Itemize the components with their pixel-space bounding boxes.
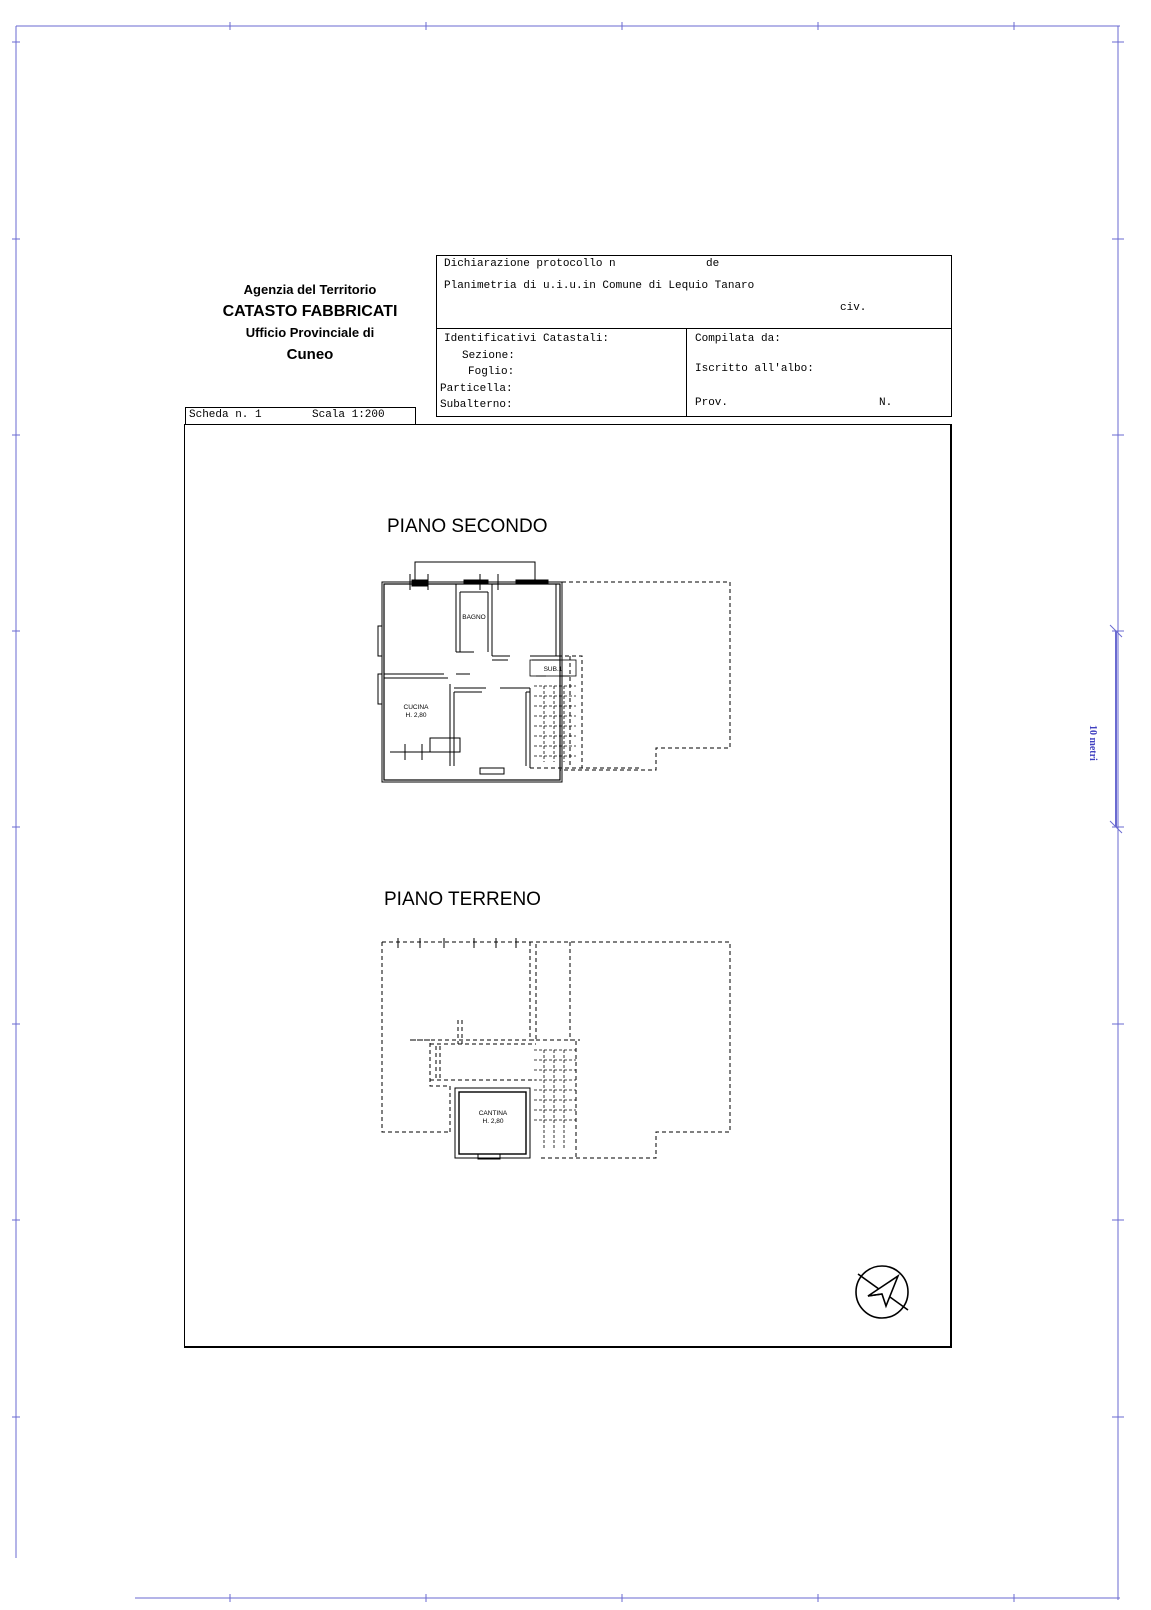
prov-label: Prov. (695, 397, 729, 409)
agency-section: CATASTO FABBRICATI (222, 303, 398, 320)
foglio-label: Foglio: (468, 366, 515, 378)
form-divider-v (686, 328, 687, 416)
floor2-plan (370, 556, 760, 796)
protocol-label: Dichiarazione protocollo n (444, 258, 616, 270)
cucina-height: H. 2,80 (405, 712, 427, 719)
protocol-date-label: de (706, 258, 720, 270)
scale-bar-label: 10 metri (1087, 725, 1098, 761)
agency-office: Ufficio Provinciale di (245, 325, 375, 340)
floor0-plan (370, 930, 760, 1160)
floor2-title: PIANO SECONDO (387, 516, 548, 537)
cantina-height: H. 2,80 (482, 1118, 504, 1125)
n-label: N. (879, 397, 893, 409)
floor0-title: PIANO TERRENO (384, 889, 541, 910)
particella-label: Particella: (440, 383, 513, 395)
scheda-label: Scheda n. 1 (189, 409, 262, 421)
scala-label: Scala 1:200 (312, 409, 385, 421)
compilata-label: Compilata da: (695, 333, 781, 345)
agency-name: Agenzia del Territorio (243, 282, 377, 297)
cantina-label: CANTINA (478, 1110, 508, 1117)
cucina-label: CUCINA (403, 704, 429, 711)
iscritto-label: Iscritto all'albo: (695, 363, 814, 375)
agency-city: Cuneo (286, 346, 334, 363)
identificativi-label: Identificativi Catastali: (444, 333, 610, 345)
civ-label: civ. (840, 302, 867, 314)
form-divider-h (437, 328, 951, 329)
planimetria-label: Planimetria di u.i.u.in Comune di Lequio Tanaro (444, 280, 755, 292)
north-arrow-icon (852, 1262, 912, 1322)
sub-label: SUB.1 (543, 666, 563, 673)
bagno-label: BAGNO (462, 614, 486, 621)
sezione-label: Sezione: (462, 350, 515, 362)
subalterno-label: Subalterno: (440, 399, 513, 411)
